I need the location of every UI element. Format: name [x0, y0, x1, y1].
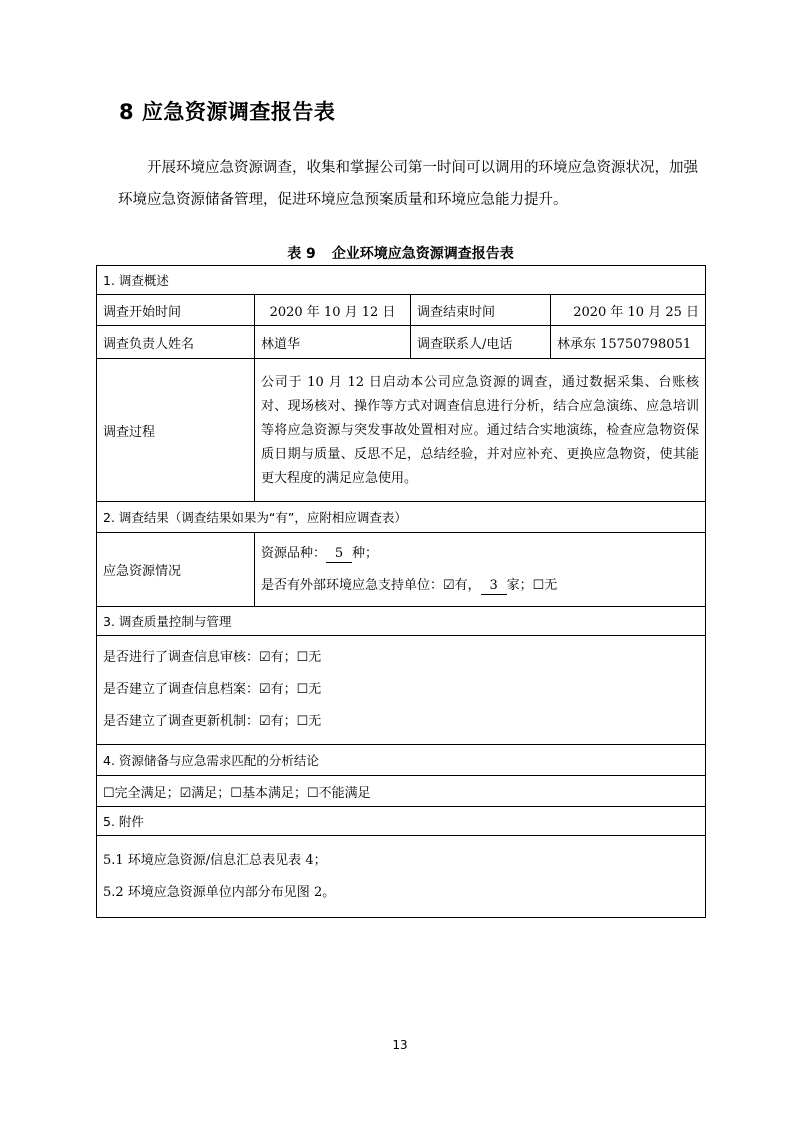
section-2-header-row — [97, 502, 706, 533]
kinds-prefix: 资源品种： — [261, 545, 327, 561]
process-label: 调查过程 — [97, 359, 255, 502]
table-title: 企业环境应急资源调查报告表 — [331, 246, 514, 262]
review-line: 是否进行了调查信息审核：☑有；☐无 — [103, 650, 322, 665]
end-time-value: 2020 年 10 月 25 日 — [551, 295, 706, 326]
end-time-label: 调查结束时间 — [411, 295, 551, 326]
resource-kinds-line — [261, 538, 699, 570]
resource-status-label: 应急资源情况 — [97, 533, 255, 607]
attachments-cell — [97, 836, 706, 918]
section-4-header-row — [97, 745, 706, 776]
kinds-suffix: 种； — [352, 545, 379, 561]
table-row — [97, 836, 706, 918]
section-4-title: 4. 资源储备与应急需求匹配的分析结论 — [97, 745, 706, 776]
resource-status-value — [255, 533, 706, 607]
page-number: 13 — [392, 1038, 408, 1052]
survey-report-table — [96, 265, 706, 918]
contact-label: 调查联系人/电话 — [411, 326, 551, 359]
section-3-header-row — [97, 607, 706, 636]
kinds-count: 5 — [326, 546, 352, 563]
table-row — [97, 776, 706, 807]
section-heading: 8 应急资源调查报告表 — [119, 100, 336, 124]
section-2-title: 2. 调查结果（调查结果如果为“有”，应附相应调查表） — [97, 502, 706, 533]
section-1-title: 1. 调查概述 — [97, 266, 706, 295]
table-number: 表 9 — [287, 246, 316, 262]
start-time-value: 2020 年 10 月 12 日 — [255, 295, 411, 326]
external-support-line — [261, 570, 699, 602]
attachment-item: 5.2 环境应急资源单位内部分布见图 2。 — [103, 884, 336, 900]
table-row — [97, 295, 706, 326]
archive-line: 是否建立了调查信息档案：☑有；☐无 — [103, 682, 322, 697]
contact-value: 林承东 15750798051 — [551, 326, 706, 359]
process-text: 公司于 10 月 12 日启动本公司应急资源的调查，通过数据采集、台账核对、现场核对、操作等方式对调查信息进行分析，结合应急演练、应急培训等将应急资源与突发事故处置相对应。通过结合实地演练，检查应急物资保质日期与质量、反思不足，总结经验，并对应补充、更换应急物资，使其能更大程度的满足应急使用。 — [255, 359, 706, 502]
update-mechanism-line: 是否建立了调查更新机制：☑有；☐无 — [103, 714, 322, 729]
external-suffix: 家；☐无 — [506, 577, 558, 593]
section-5-title: 5. 附件 — [97, 807, 706, 836]
section-5-header-row — [97, 807, 706, 836]
start-time-label: 调查开始时间 — [97, 295, 255, 326]
table-row — [97, 326, 706, 359]
leader-value: 林道华 — [255, 326, 411, 359]
section-1-header-row — [97, 266, 706, 295]
table-row — [97, 359, 706, 502]
conclusion-options: ☐完全满足；☑满足；☐基本满足；☐不能满足 — [97, 776, 706, 807]
quality-control-cell — [97, 636, 706, 745]
attachment-item: 5.1 环境应急资源/信息汇总表见表 4； — [103, 852, 327, 868]
intro-paragraph: 开展环境应急资源调查，收集和掌握公司第一时间可以调用的环境应急资源状况，加强环境应急资源储备管理，促进环境应急预案质量和环境应急能力提升。 — [118, 160, 698, 208]
external-prefix: 是否有外部环境应急支持单位：☑有， — [261, 577, 481, 593]
section-3-title: 3. 调查质量控制与管理 — [97, 607, 706, 636]
table-row — [97, 533, 706, 607]
table-row — [97, 636, 706, 745]
external-count: 3 — [481, 578, 507, 595]
leader-label: 调查负责人姓名 — [97, 326, 255, 359]
table-caption — [96, 243, 705, 263]
